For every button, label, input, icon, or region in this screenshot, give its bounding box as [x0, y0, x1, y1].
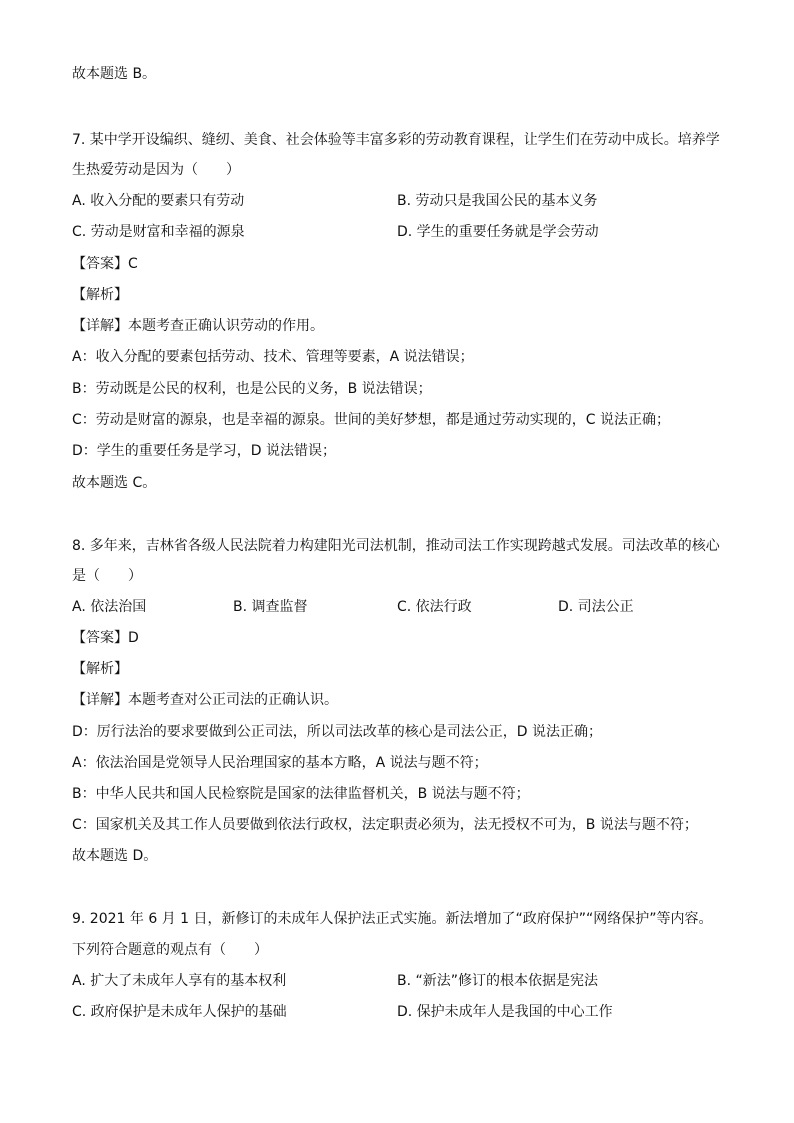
q7-explain-b: B：劳动既是公民的权利，也是公民的义务，B 说法错误； — [72, 381, 432, 397]
q8-option-a: A. 依法治国 — [72, 599, 147, 615]
q7-explain-c: C：劳动是财富的源泉，也是幸福的源泉。世间的美好梦想，都是通过劳动实现的，C 说法正确； — [72, 412, 670, 428]
q8-answer: 【答案】D — [72, 630, 139, 646]
q7-explain-d: D：学生的重要任务是学习，D 说法错误； — [72, 443, 337, 459]
q9-stem-line2: 下列符合题意的观点有（ ） — [72, 942, 268, 958]
q8-option-c: C. 依法行政 — [397, 599, 472, 615]
q7-option-d: D. 学生的重要任务就是学会劳动 — [397, 224, 599, 240]
q7-option-a: A. 收入分配的要素只有劳动 — [72, 193, 245, 209]
q8-explain-d: D：厉行法治的要求要做到公正司法，所以司法改革的核心是司法公正，D 说法正确； — [72, 724, 603, 740]
q8-stem-line2: 是（ ） — [72, 568, 142, 584]
q8-stem-line1: 8. 多年来，吉林省各级人民法院着力构建阳光司法机制，推动司法工作实现跨越式发展。司法改革的核心 — [72, 538, 720, 554]
q8-explain-c: C：国家机关及其工作人员要做到依法行政权，法定职责必须为，法无授权不可为，B 说法与题不符； — [72, 817, 698, 833]
q8-explain-b: B：中华人民共和国人民检察院是国家的法律监督机关，B 说法与题不符； — [72, 786, 530, 802]
q8-explain-a: A：依法治国是党领导人民治理国家的基本方略，A 说法与题不符； — [72, 755, 488, 771]
q9-option-a: A. 扩大了未成年人享有的基本权利 — [72, 973, 287, 989]
q7-answer: 【答案】C — [72, 256, 138, 272]
q7-option-b: B. 劳动只是我国公民的基本义务 — [397, 193, 598, 209]
q9-option-b: B. “新法”修订的根本依据是宪法 — [397, 973, 599, 989]
q7-analysis-heading: 【解析】 — [72, 287, 128, 303]
q7-conclusion: 故本题选 C。 — [72, 475, 157, 491]
q7-explain-a: A：收入分配的要素包括劳动、技术、管理等要素，A 说法错误； — [72, 349, 474, 365]
q6-conclusion: 故本题选 B。 — [72, 66, 157, 82]
q7-stem-line1: 7. 某中学开设编织、缝纫、美食、社会体验等丰富多彩的劳动教育课程，让学生们在劳动中成长。培养学 — [72, 132, 720, 148]
q8-conclusion: 故本题选 D。 — [72, 848, 158, 864]
q9-option-d: D. 保护未成年人是我国的中心工作 — [397, 1004, 613, 1020]
q7-detail: 【详解】本题考查正确认识劳动的作用。 — [72, 318, 324, 334]
q7-stem-line2: 生热爱劳动是因为（ ） — [72, 162, 240, 178]
q8-option-d: D. 司法公正 — [558, 599, 634, 615]
q9-stem-line1: 9. 2021 年 6 月 1 日，新修订的未成年人保护法正式实施。新法增加了“政府保护”“网络保护”等内容。 — [72, 911, 713, 927]
q8-detail: 【详解】本题考查对公正司法的正确认识。 — [72, 692, 338, 708]
q7-option-c: C. 劳动是财富和幸福的源泉 — [72, 224, 245, 240]
q8-option-b: B. 调查监督 — [233, 599, 308, 615]
q8-analysis-heading: 【解析】 — [72, 661, 128, 677]
q9-option-c: C. 政府保护是未成年人保护的基础 — [72, 1004, 287, 1020]
